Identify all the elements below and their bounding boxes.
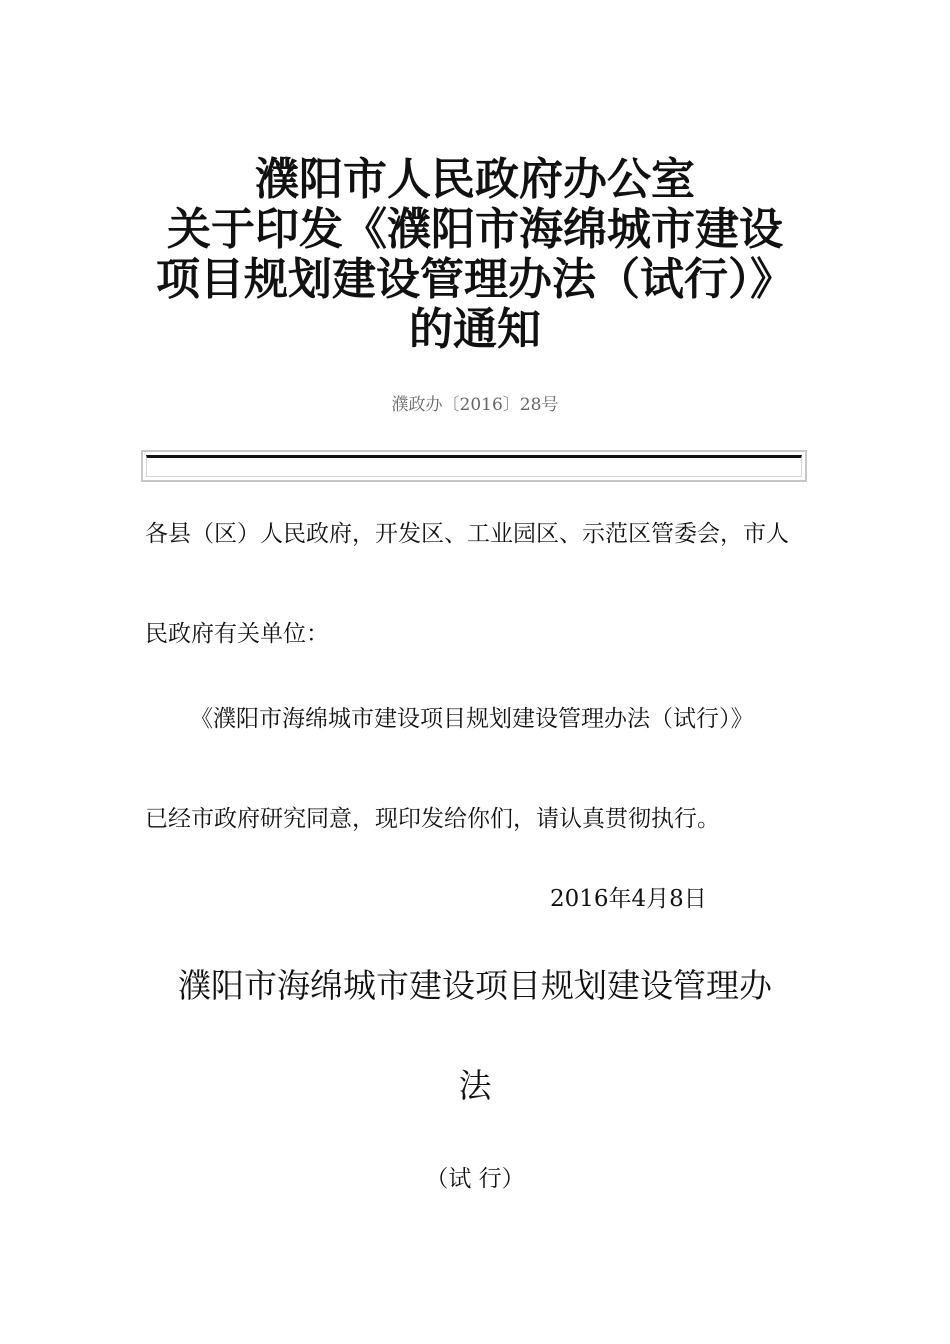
attachment-subtitle: （试 行） bbox=[425, 1166, 525, 1192]
header-divider bbox=[141, 450, 807, 482]
title-line-3: 项目规划建设管理办法（试行）》 bbox=[156, 254, 794, 305]
recipients-line-2: 民政府有关单位： bbox=[145, 621, 329, 647]
document-number: 濮政办〔2016〕28号 bbox=[391, 395, 559, 415]
title-line-2: 关于印发《濮阳市海绵城市建设 bbox=[167, 204, 783, 255]
attachment-title-line-2: 法 bbox=[458, 1066, 492, 1105]
notice-paragraph-line-1: 《濮阳市海绵城市建设项目规划建设管理办法（试行）》 bbox=[190, 706, 754, 732]
issue-date: 2016年4月8日 bbox=[550, 886, 707, 912]
title-line-1: 濮阳市人民政府办公室 bbox=[255, 154, 695, 205]
header-divider-rule bbox=[146, 455, 802, 477]
notice-paragraph-line-2: 已经市政府研究同意，现印发给你们，请认真贯彻执行。 bbox=[145, 806, 720, 832]
recipients-line-1: 各县（区）人民政府，开发区、工业园区、示范区管委会，市人 bbox=[145, 521, 789, 547]
title-line-4: 的通知 bbox=[409, 304, 541, 355]
attachment-title-line-1: 濮阳市海绵城市建设项目规划建设管理办 bbox=[178, 966, 772, 1005]
